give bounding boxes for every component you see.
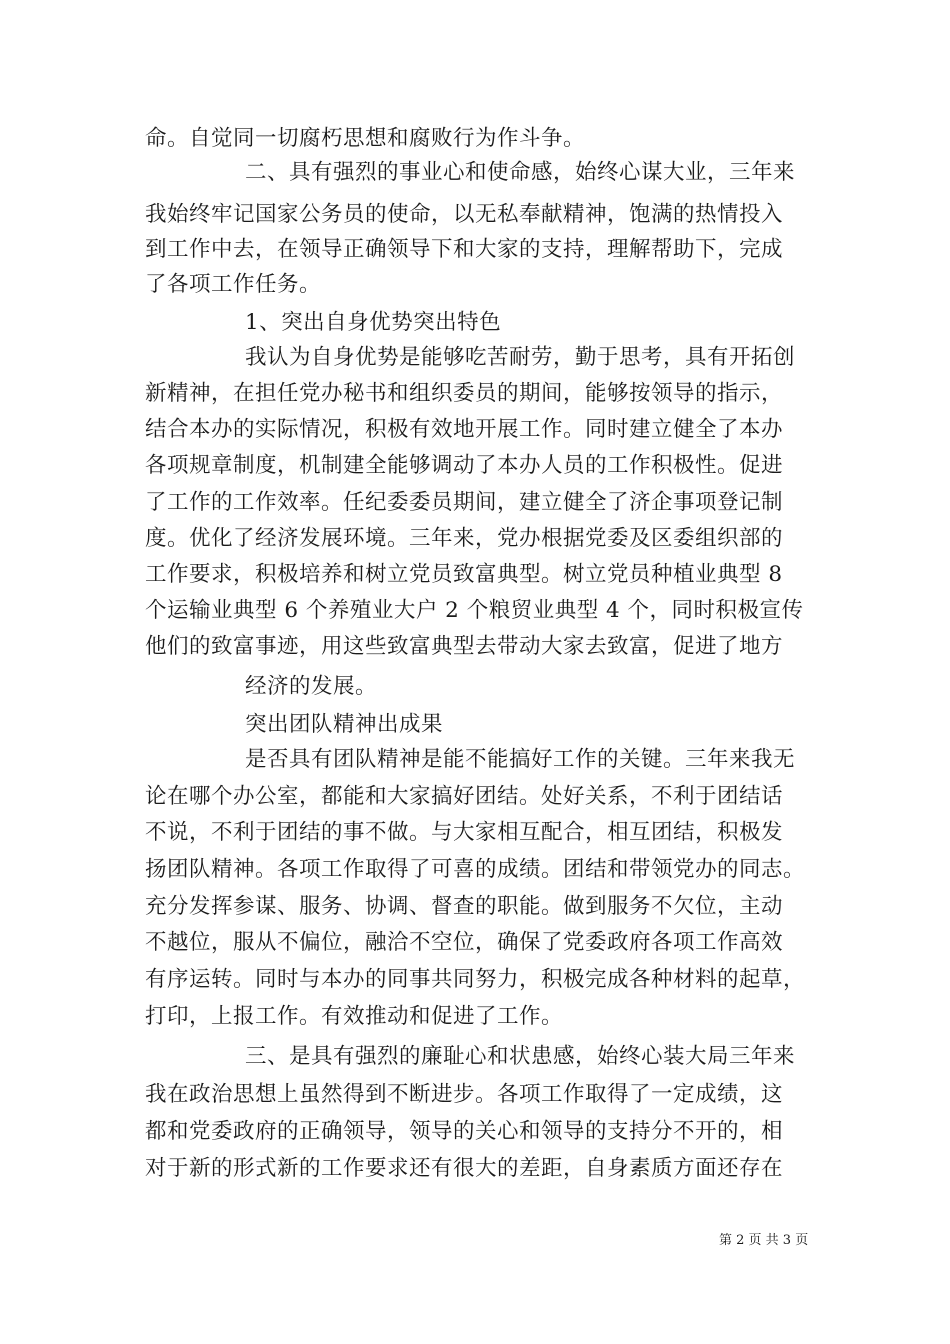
text-line: 我在政治思想上虽然得到不断进步。各项工作取得了一定成绩，这	[145, 1082, 784, 1107]
text-line: 充分发挥参谋、服务、协调、督查的职能。做到服务不欠位，主动	[145, 894, 784, 919]
section-heading: 1、突出自身优势突出特色	[245, 310, 502, 335]
paragraph-start: 三、是具有强烈的廉耻心和状患感，始终心装大局三年来	[245, 1044, 796, 1069]
text-line: 都和党委政府的正确领导，领导的关心和领导的支持分不开的，相	[145, 1119, 784, 1144]
text-line: 他们的致富事迹，用这些致富典型去带动大家去致富，促进了地方	[145, 634, 784, 659]
paragraph-start: 二、具有强烈的事业心和使命感，始终心谋大业，三年来	[245, 160, 796, 185]
section-heading: 突出团队精神出成果	[245, 712, 444, 737]
text-line: 个运输业典型 6 个养殖业大户 2 个粮贸业典型 4 个，同时积极宣传	[145, 598, 804, 623]
text-line: 扬团队精神。各项工作取得了可喜的成绩。团结和带领党办的同志。	[145, 857, 806, 882]
text-line: 打印，上报工作。有效推动和促进了工作。	[145, 1004, 564, 1029]
text-line: 论在哪个办公室，都能和大家搞好团结。处好关系，不利于团结话	[145, 784, 784, 809]
text-line: 了工作的工作效率。任纪委委员期间，建立健全了济企事项登记制	[145, 490, 784, 515]
text-line: 工作要求，积极培养和树立党员致富典型。树立党员种植业典型 8	[145, 562, 783, 587]
text-line: 有序运转。同时与本办的同事共同努力，积极完成各种材料的起草，	[145, 967, 806, 992]
text-line: 到工作中去，在领导正确领导下和大家的支持，理解帮助下，完成	[145, 237, 784, 262]
paragraph-start: 是否具有团队精神是能不能搞好工作的关键。三年来我无	[245, 747, 796, 772]
text-line: 命。自觉同一切腐朽思想和腐败行为作斗争。	[145, 126, 586, 151]
text-line: 不越位，服从不偏位，融洽不空位，确保了党委政府各项工作高效	[145, 930, 784, 955]
text-line: 结合本办的实际情况，积极有效地开展工作。同时建立健全了本办	[145, 417, 784, 442]
text-line: 新精神，在担任党办秘书和组织委员的期间，能够按领导的指示，	[145, 381, 784, 406]
text-line: 了各项工作任务。	[145, 272, 322, 297]
text-line: 我始终牢记国家公务员的使命，以无私奉献精神，饱满的热情投入	[145, 202, 784, 227]
text-line: 不说，不利于团结的事不做。与大家相互配合，相互团结，积极发	[145, 820, 784, 845]
page-number: 第 2 页 共 3 页	[719, 1233, 809, 1248]
text-line: 各项规章制度，机制建全能够调动了本办人员的工作积极性。促进	[145, 453, 784, 478]
text-line: 对于新的形式新的工作要求还有很大的差距，自身素质方面还存在	[145, 1156, 784, 1181]
text-line: 经济的发展。	[245, 674, 378, 699]
text-line: 度。优化了经济发展环境。三年来，党办根据党委及区委组织部的	[145, 526, 784, 551]
paragraph-start: 我认为自身优势是能够吃苦耐劳，勤于思考，具有开拓创	[245, 345, 796, 370]
